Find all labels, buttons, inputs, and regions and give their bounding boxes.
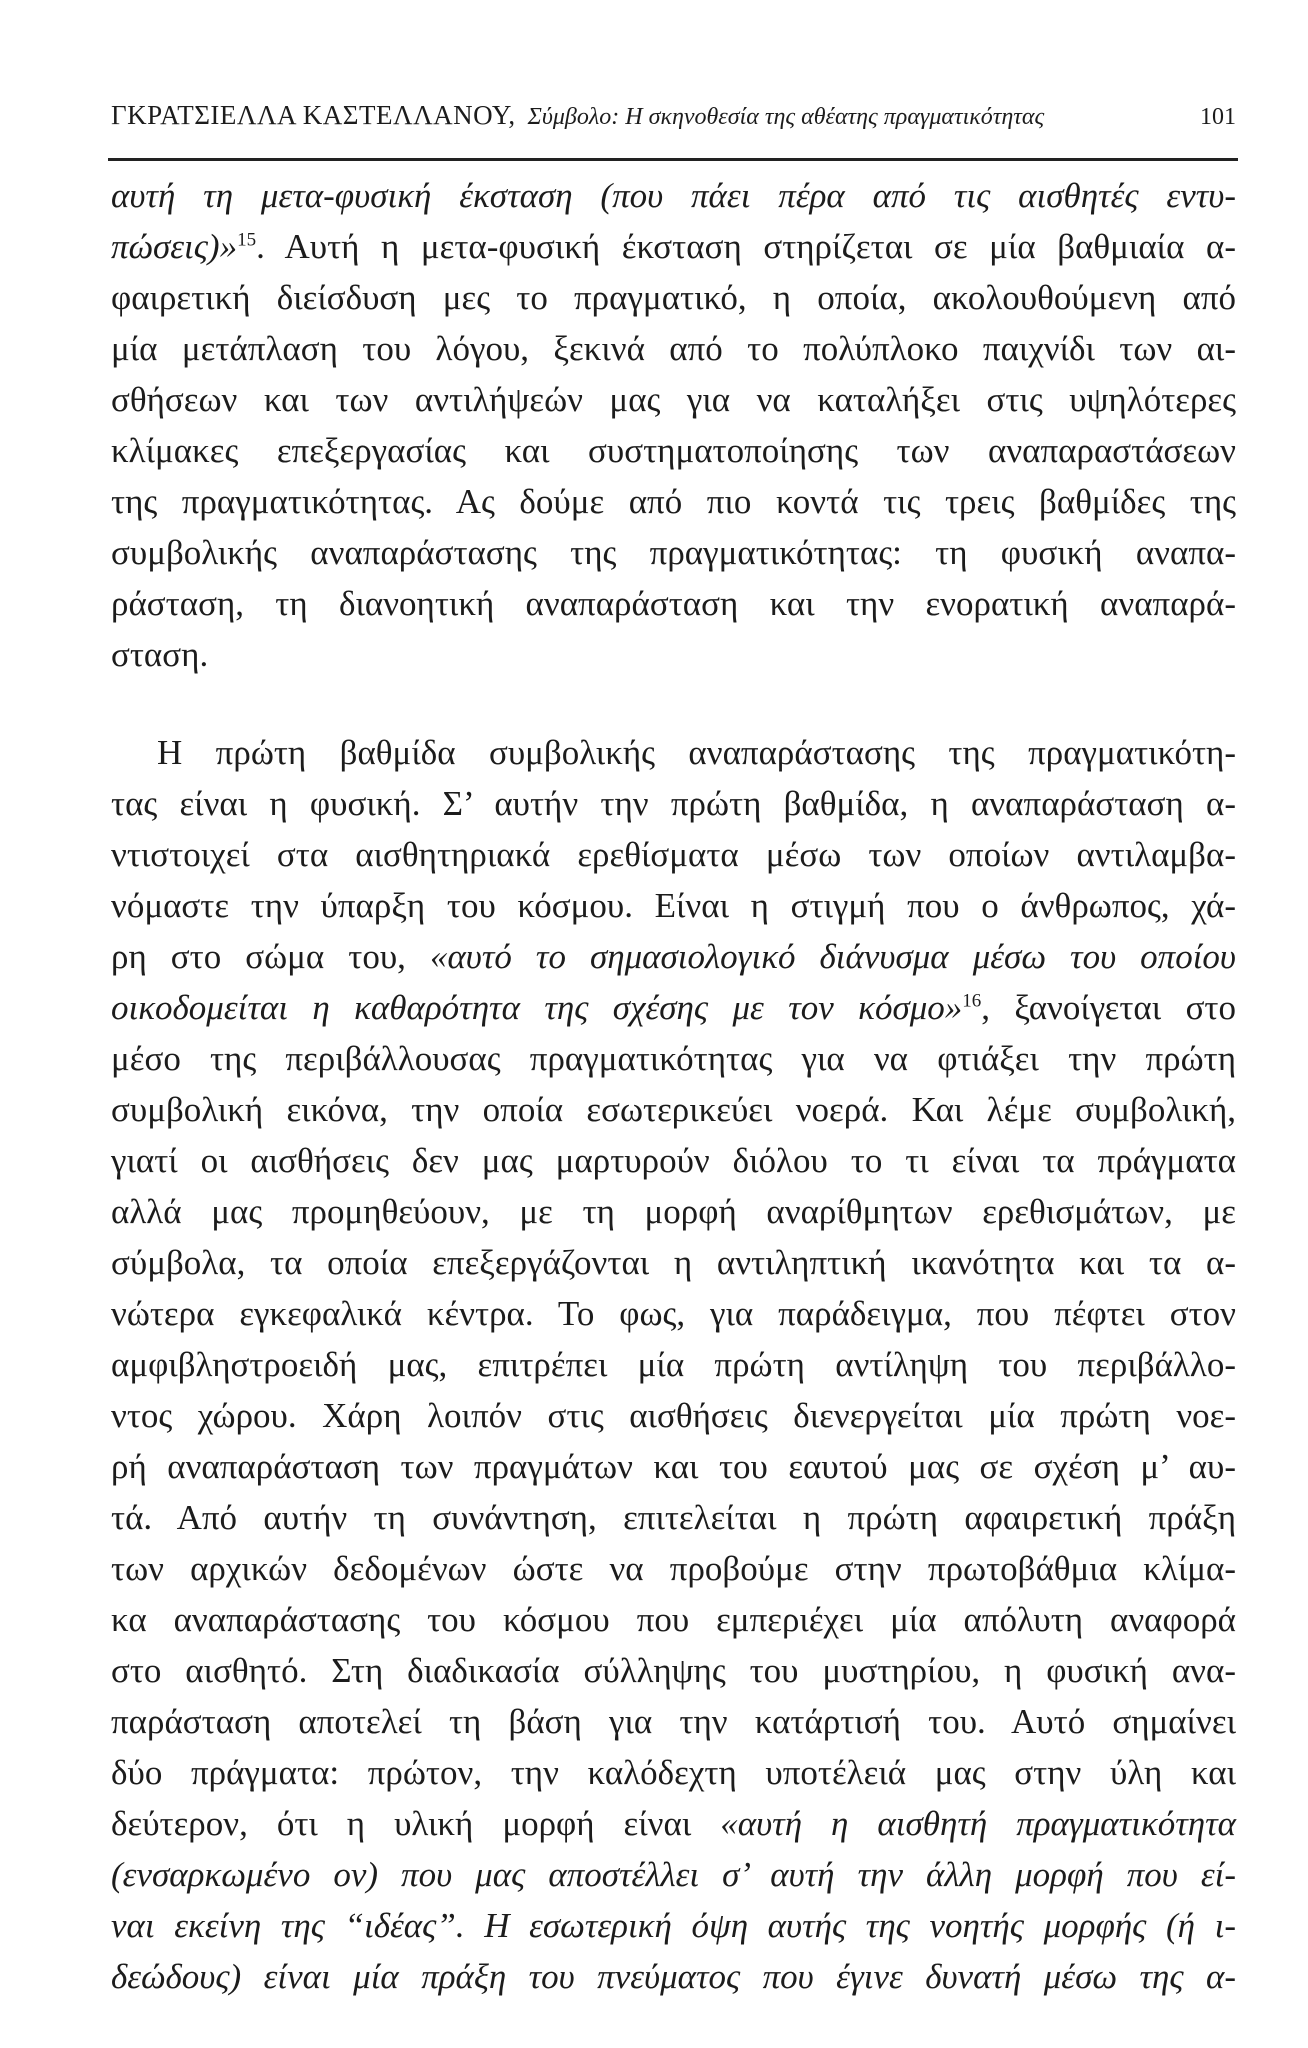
text-line (111, 931, 1236, 982)
text-line: των αρχικών δεδομένων ώστε να προβούμε στην πρωτοβάθμια κλίμα- (111, 1549, 1236, 1588)
text-line: μέσο της περιβάλλουσας πραγματικότητας για να φτιάξει την πρώτη (111, 1039, 1236, 1078)
text-line: συμβολικής αναπαράστασης της πραγματικότητας: τη φυσική αναπα- (111, 533, 1236, 572)
quoted-text: οικοδομείται η καθαρότητα της σχέσης με τον κόσμο» (111, 988, 963, 1027)
text-line: κλίμακες επεξεργασίας και συστηματοποίησης των αναπαραστάσεων (111, 431, 1236, 470)
paragraph-1 (111, 170, 1236, 680)
book-title: Σύμβολο: Η σκηνοθεσία της αθέατης πραγματικότητας (527, 104, 1045, 130)
paragraph-2 (111, 727, 1236, 2002)
text-segment: δεύτερον, ότι η υλική μορφή είναι (111, 1804, 721, 1843)
text-line: φαιρετική διείσδυση μες το πραγματικό, η οποία, ακολουθούμενη από (111, 278, 1236, 317)
footnote-marker: 15 (237, 229, 257, 251)
text-line: ρή αναπαράσταση των πραγμάτων και του εαυτού μας σε σχέση μ’ αυ- (111, 1447, 1236, 1486)
header-rule (108, 158, 1238, 161)
text-line: στο αισθητό. Στη διαδικασία σύλληψης του μυστηρίου, η φυσική ανα- (111, 1651, 1236, 1690)
quoted-text: «αυτό το σημασιολογικό διάνυσμα μέσω του οποίου (429, 937, 1236, 976)
text-line: τας είναι η φυσική. Σ’ αυτήν την πρώτη βαθμίδα, η αναπαράσταση α- (111, 784, 1236, 823)
text-segment: , ξανοίγεται στο (981, 988, 1236, 1027)
author-name: ΓΚΡΑΤΣΙΕΛΛΑ ΚΑΣΤΕΛΛΑΝΟΥ, (111, 100, 516, 130)
text-line: νώτερα εγκεφαλικά κέντρα. Το φως, για παράδειγμα, που πέφτει στον (111, 1294, 1236, 1333)
text-line: δύο πράγματα: πρώτον, την καλόδεχτη υποτέλειά μας στην ύλη και (111, 1753, 1236, 1792)
running-header (111, 100, 1236, 144)
text-line: μία μετάπλαση του λόγου, ξεκινά από το πολύπλοκο παιχνίδι των αι- (111, 329, 1236, 368)
text-line: συμβολική εικόνα, την οποία εσωτερικεύει νοερά. Και λέμε συμβολική, (111, 1090, 1236, 1129)
text-line: νόμαστε την ύπαρξη του κόσμου. Είναι η στιγμή που ο άνθρωπος, χά- (111, 886, 1236, 925)
header-left (111, 100, 1044, 131)
text-line: αλλά μας προμηθεύουν, με τη μορφή αναρίθμητων ερεθισμάτων, με (111, 1192, 1236, 1231)
text-line: σταση. (111, 635, 209, 674)
text-segment: . Αυτή η μετα-φυσική έκσταση στηρίζεται σε μία βαθμιαία α- (256, 227, 1236, 266)
page-number: 101 (1200, 104, 1236, 130)
text-line: ράσταση, τη διανοητική αναπαράσταση και την ενορατική αναπαρά- (111, 584, 1236, 623)
footnote-marker: 16 (962, 990, 982, 1012)
text-line: δεώδους) είναι μία πράξη του πνεύματος που έγινε δυνατή μέσω της α- (111, 1957, 1236, 1996)
text-line: αυτή τη μετα-φυσική έκσταση (που πάει πέρα από τις αισθητές εντυ- (111, 176, 1236, 215)
text-line: σύμβολα, τα οποία επεξεργάζονται η αντιληπτική ικανότητα και τα α- (111, 1243, 1236, 1282)
text-line (111, 221, 1236, 272)
text-line (111, 1798, 1236, 1849)
quoted-text: πώσεις)» (111, 227, 238, 266)
text-line (111, 982, 1236, 1033)
quoted-text: «αυτή η αισθητή πραγματικότητα (720, 1804, 1236, 1843)
text-line: (ενσαρκωμένο ον) που μας αποστέλλει σ’ αυτή την άλλη μορφή που εί- (111, 1855, 1236, 1894)
text-line: ντος χώρου. Χάρη λοιπόν στις αισθήσεις διενεργείται μία πρώτη νοε- (111, 1396, 1236, 1435)
text-line: τά. Από αυτήν τη συνάντηση, επιτελείται η πρώτη αφαιρετική πράξη (111, 1498, 1236, 1537)
text-segment: ρη στο σώμα του, (111, 937, 430, 976)
text-line: αμφιβληστροειδή μας, επιτρέπει μία πρώτη αντίληψη του περιβάλλο- (111, 1345, 1236, 1384)
text-line: παράσταση αποτελεί τη βάση για την κατάρτισή του. Αυτό σημαίνει (111, 1702, 1236, 1741)
text-line: της πραγματικότητας. Ας δούμε από πιο κοντά τις τρεις βαθμίδες της (111, 482, 1236, 521)
text-line: ναι εκείνη της “ιδέας”. Η εσωτερική όψη αυτής της νοητής μορφής (ή ι- (111, 1906, 1236, 1945)
text-line: γιατί οι αισθήσεις δεν μας μαρτυρούν διόλου το τι είναι τα πράγματα (111, 1141, 1236, 1180)
text-line: σθήσεων και των αντιλήψεών μας για να καταλήξει στις υψηλότερες (111, 380, 1236, 419)
text-line: ντιστοιχεί στα αισθητηριακά ερεθίσματα μέσω των οποίων αντιλαμβα- (111, 835, 1236, 874)
text-line: Η πρώτη βαθμίδα συμβολικής αναπαράστασης της πραγματικότη- (157, 733, 1236, 772)
text-line: κα αναπαράστασης του κόσμου που εμπεριέχει μία απόλυτη αναφορά (111, 1600, 1236, 1639)
